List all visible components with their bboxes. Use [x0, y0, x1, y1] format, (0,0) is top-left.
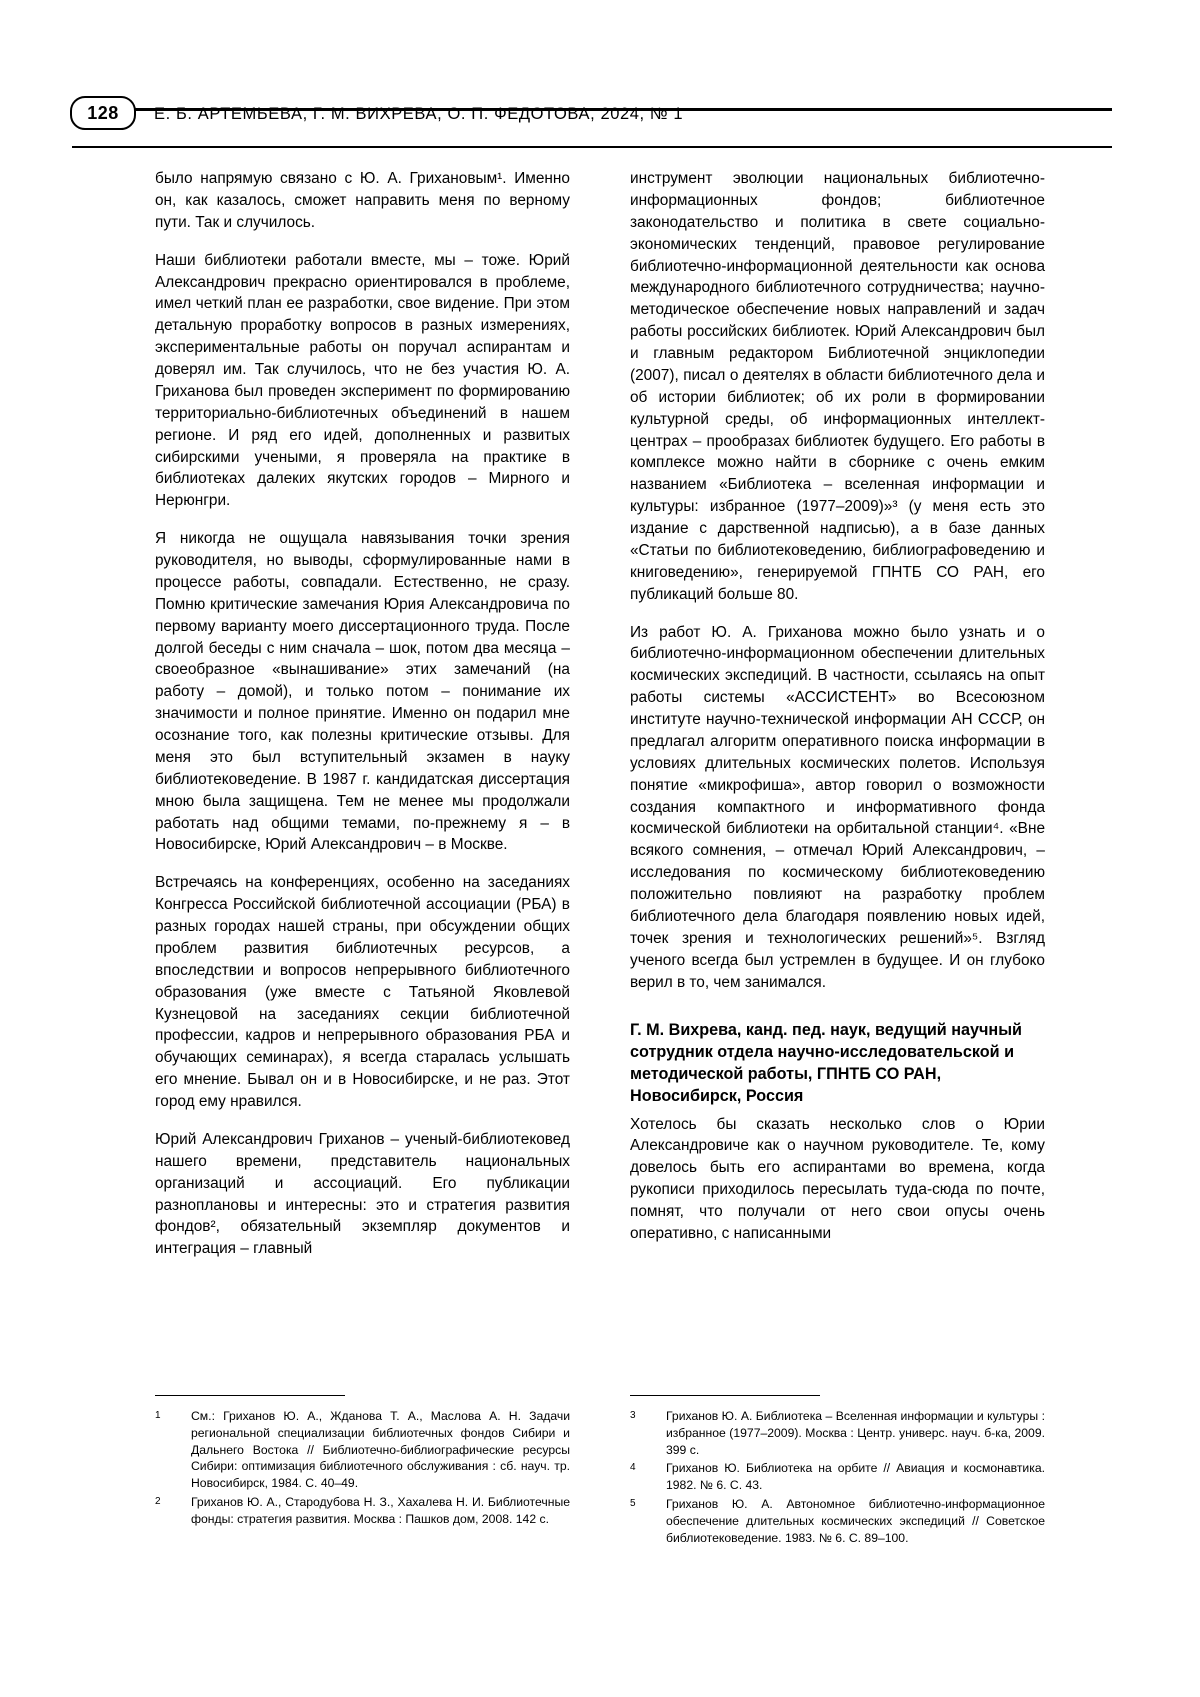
footnote-marker: 1 [155, 1410, 161, 1421]
footnote-text: Гриханов Ю. А., Стародубова Н. З., Хахалева Н. И. Библиотечные фонды: стратегия развития. Москва : Пашков дом, 2008. 142 с. [191, 1495, 570, 1526]
footnote-text: Гриханов Ю. А. Автономное библиотечно-информационное обеспечение длительных космических экспедиций // Советское библиотековедение. 1983. № 6. С. 89–100. [666, 1497, 1045, 1545]
paragraph: Хотелось бы сказать несколько слов о Юрии Александровиче как о научном руководителе. Те, кому довелось быть его аспирантами во времена, когда рукописи приходилось пересылать туда-сюда по почте, помнят, что получали от него свои опусы очень оперативно, с написанными [630, 1115, 1045, 1242]
footnote [155, 1408, 570, 1492]
paragraph: Я никогда не ощущала навязывания точки зрения руководителя, но выводы, сформулированные нами в процессе работы, совпадали. Естественно, не сразу. Помню критические замечания Юрия Александровича по первому варианту моего диссертационного труда. После долгой беседы с ним сначала – шок, потом два месяца – своеобразное «вынашивание» этих замечаний (на работу – домой), и только потом – понимание их значимости и полное принятие. Именно он подарил мне осознание того, как полезны критические отзывы. Для меня это был вступительный экзамен в науку библиотековедение. В 1987 г. кандидатская диссертация мною была защищена. Тем не менее мы продолжали работать над общими темами, по-прежнему я – в Новосибирске, Юрий Александрович – в Москве. [155, 530, 570, 854]
running-title: Е. Б. АРТЕМЬЕВА, Г. М. ВИХРЕВА, О. П. ФЕДОТОВА, 2024, № 1 [154, 105, 684, 123]
section-heading: Г. М. Вихрева, канд. пед. наук, ведущий научный сотрудник отдела научно-исследовательской и методической работы, ГПНТБ СО РАН, Новосибирск, Россия [630, 1021, 1022, 1106]
paragraph: было напрямую связано с Ю. А. Грихановым¹. Именно он, как казалось, сможет направить меня по верному пути. Так и случилось. [155, 170, 570, 231]
footnotes-right [630, 1408, 1045, 1549]
header-rule-bottom [72, 146, 1112, 148]
paragraph: Из работ Ю. А. Гриханова можно было узнать и о библиотечно-информационном обеспечении длительных космических экспедиций. В частности, ссылаясь на опыт работы системы «АССИСТЕНТ» во Всесоюзном институте научно-технической информации АН СССР, он предлагал алгоритм оперативного поиска информации в условиях длительных космических полетов. Используя понятие «микрофиша», автор говорил о возможности создания компактного и информативного фонда космической библиотеки на орбитальной станции⁴. «Вне всякого сомнения, – отмечал Юрий Александрович, – исследования по космическому библиотековедению положительно повлияют на разработку проблем библиотечного дела благодаря появлению новых идей, точек зрения и технологических решений»⁵. Взгляд ученого всегда был устремлен в будущее. И он глубоко верил в то, чем занимался. [630, 623, 1045, 991]
footnote-marker: 3 [630, 1410, 636, 1421]
footnote-text: См.: Гриханов Ю. А., Жданова Т. А., Маслова А. Н. Задачи региональной специализации библиотечных фондов Сибири и Дальнего Востока // Библиотечно-библиографические ресурсы Сибири: оптимизация библиотечного обслуживания : сб. науч. тр. Новосибирск, 1984. С. 40–49. [191, 1409, 570, 1491]
page-number-badge: 128 [70, 96, 136, 130]
footnote [155, 1494, 570, 1528]
footnotes-left [155, 1408, 570, 1530]
paragraph: Встречаясь на конференциях, особенно на заседаниях Конгресса Российской библиотечной ассоциации (РБА) в разных городах нашей страны, при обсуждении общих проблем развития библиотечных ресурсов, а впоследствии и вопросов непрерывного библиотечного образования (уже вместе с Татьяной Яковлевой Кузнецовой на заседаниях секции библиотечной профессии, кадров и непрерывного образования РБА и обучающих семинарах), я всегда старалась услышать его мнение. Бывал он и в Новосибирске, и не раз. Этот город ему нравился. [155, 874, 570, 1110]
paragraph: Наши библиотеки работали вместе, мы – тоже. Юрий Александрович прекрасно ориентировался в проблеме, имел четкий план ее разработки, свое видение. При этом детальную проработку вопросов в разных измерениях, экспериментальные работы он поручал аспирантам и доверял им. Так случилось, что не без участия Ю. А. Гриханова был проведен эксперимент по формированию территориально-библиотечных объединений в нашем регионе. И ряд его идей, дополненных и развитых сибирскими учеными, я проверяла на практике в библиотеках далеких якутских городов – Мирного и Нерюнгри. [155, 251, 570, 510]
right-column [630, 168, 1045, 1261]
footnote-marker: 5 [630, 1498, 636, 1510]
footnote-text: Гриханов Ю. А. Библиотека – Вселенная информации и культуры : избранное (1977–2009). Москва : Центр. универс. науч. б-ка, 2009. 399 с. [666, 1409, 1045, 1457]
footnote-rule-left [155, 1395, 345, 1396]
left-column [155, 168, 570, 1276]
paragraph: Юрий Александрович Гриханов – ученый-библиотековед нашего времени, представитель национальных организаций и ассоциаций. Его публикации разноплановы и интересны: это и стратегия развития фондов², обязательный экземпляр документов и интеграция – главный [155, 1130, 570, 1258]
footnote-marker: 2 [155, 1496, 161, 1508]
footnote [630, 1408, 1045, 1458]
footnote [630, 1496, 1045, 1546]
footnote-marker: 4 [630, 1462, 636, 1474]
paragraph: инструмент эволюции национальных библиотечно-информационных фондов; библиотечное законодательство и политика в свете социально-экономических тенденций, правовое регулирование библиотечно-информационной деятельности как основа международного библиотечного сотрудничества; научно-методическое обеспечение новых направлений и задач работы российских библиотек. Юрий Александрович был и главным редактором Библиотечной энциклопедии (2007), писал о деятелях в области библиотечного дела и об истории библиотек; об их роли в формировании культурной среды, об информационных интеллект-центрах – прообразах библиотек будущего. Его работы в комплексе можно найти в сборнике с очень емким названием «Библиотека – вселенная информации и культуры: избранное (1977–2009)»³ (у меня есть это издание с дарственной надписью), а в базе данных «Статьи по библиотековедению, библиографоведению и книговедению», генерируемой ГПНТБ СО РАН, его публикаций больше 80. [630, 170, 1045, 603]
footnote [630, 1460, 1045, 1494]
footnote-rule-right [630, 1395, 820, 1396]
footnote-text: Гриханов Ю. Библиотека на орбите // Авиация и космонавтика. 1982. № 6. С. 43. [666, 1461, 1045, 1493]
